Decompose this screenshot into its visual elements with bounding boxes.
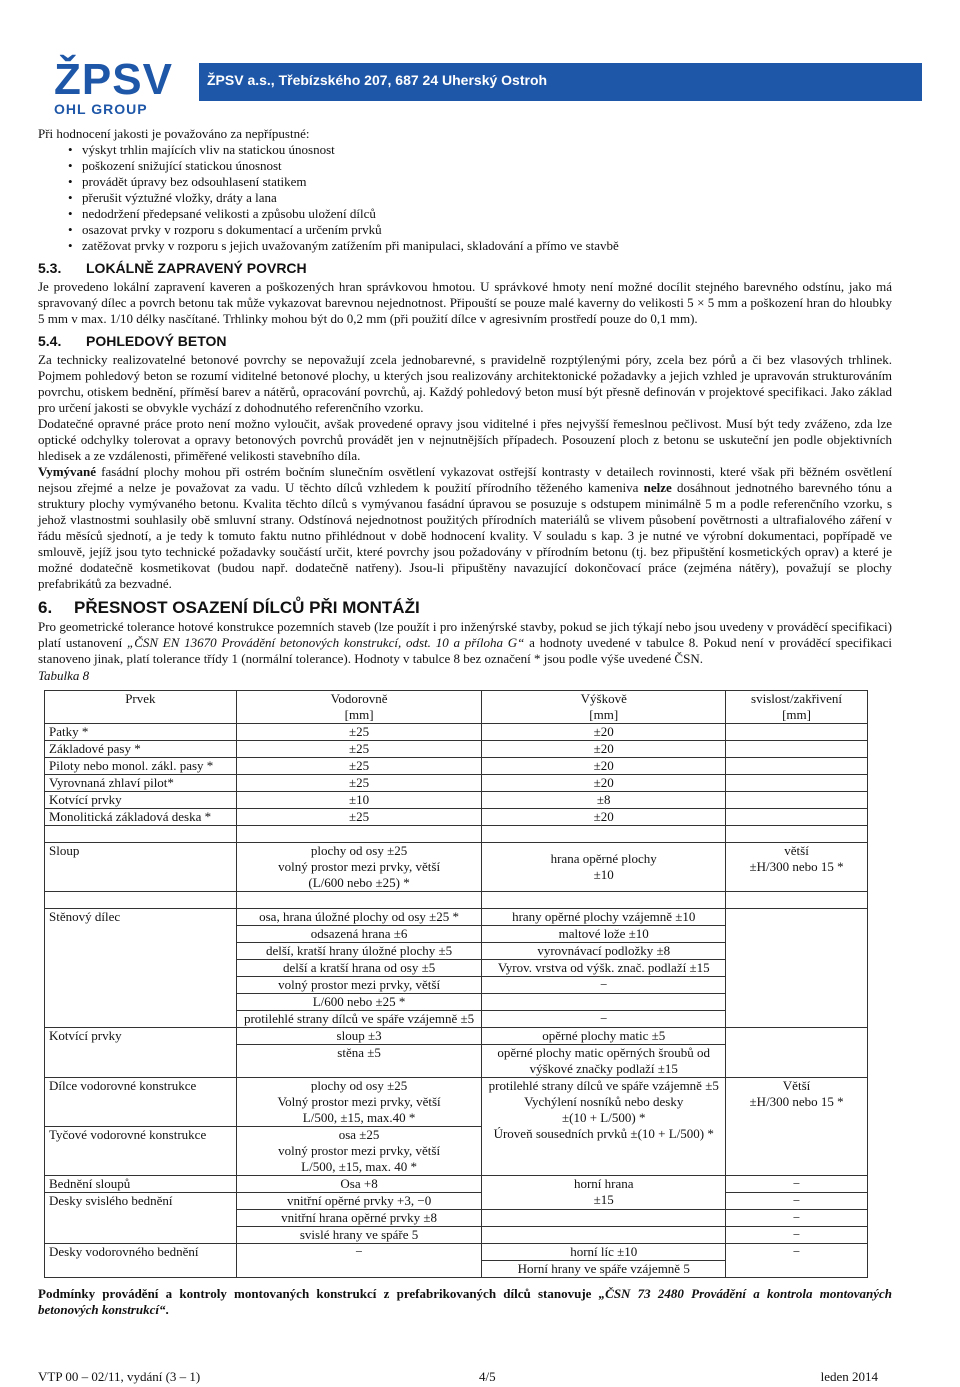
document-body <box>38 126 892 1318</box>
table-row: Dílce vodorovné konstrukce plochy od osy ±25 Volný prostor mezi prvky, větší L/500, ±15, max.40 * protilehlé strany dílců ve spáře vzájemně ±5 Vychýlení nosníků nebo desky ±(10 + L/500) * Úroveň sousedních prvků ±(10 + L/500) * Větší ±H/300 nebo 15 * <box>45 1078 868 1127</box>
header-cell: Vodorovně [mm] <box>236 691 482 724</box>
list-item: • osazovat prvky v rozporu s dokumentací a určením prvků <box>82 222 892 238</box>
logo-group: OHL GROUP <box>54 101 148 117</box>
list-item: • provádět úpravy bez odsouhlasení statikem <box>82 174 892 190</box>
table-spacer-row <box>45 892 868 909</box>
table-row: vnitřní hrana opěrné prvky ±8 − <box>45 1210 868 1227</box>
table-row: volný prostor mezi prvky, větší − <box>45 977 868 994</box>
text-run: dosáhnout jednotného barevného tónu a struktury plochy vymývaného betonu. Kvalita těchto dílců s vymývanou fasádní úpravou se posuzuje s odstupem minimálně 5 m a podle referenčního vzorku, s jehož vlastnostmi souhlasily obě smluvní strany. Odstínová nejednotnost použitých přírodních materiálů se vlivem působení povětrnosti a ultrafialového záření v řádu měsíců sjednotí, a je tedy k tomuto faktu nutno přihlédnout v době hodnocení kvality. V souladu s kap. 3 je nutné ve výrobní dokumentaci, popřípadě ve smlouvě, jejíž jsou tyto technické požadavky součástí určit, které povrchy jsou požadovány v přírodním betonu (tj. bez připuštění kosmetických oprav) a které je možné dodatečně kosmetikovat (budou např. dodatečně natřeny). Jsou-li připuštěny navazující dokončovací práce (zejména nátěry), považují se plochy prefabrikátů za bezvadné. <box>38 480 892 591</box>
table-row: Patky * ±25 ±20 <box>45 724 868 741</box>
section-heading-5-4 <box>38 333 892 349</box>
header-cell: svislost/zakřivení [mm] <box>726 691 868 724</box>
table-header-row <box>45 691 868 724</box>
text-run: a hodnoty uvedené v tabulce 8. Pokud není v prováděcí specifikaci stanoveno jinak, platí tolerance třídy 1 (normální tolerance). Hodnoty v tabulce 8 bez označení * jsou podle výše uvedené ČSN. <box>38 635 892 666</box>
table-row: Piloty nebo monol. zákl. pasy * ±25 ±20 <box>45 758 868 775</box>
table-row: svislé hrany ve spáře 5 − <box>45 1227 868 1244</box>
standard-reference: „ČSN EN 13670 Provádění betonových konstrukcí, odst. 10 a příloha G“ <box>126 635 525 650</box>
page-header <box>34 55 922 122</box>
bullet-list <box>38 142 892 254</box>
table-row: Kotvící prvky sloup ±3 opěrné plochy matic ±5 <box>45 1028 868 1045</box>
address-band <box>199 63 922 101</box>
paragraph: Za technicky realizovatelné betonové povrchy se nepovažují zcela jednobarevné, s pravidelně rozptýlenými póry, zcela bez pórů a či bez vlasových trhlinek. Pojmem pohledový beton se rozumí viditelné betonové plochy, u kterých jsou realizovány architektonické požadavky a jejich vzhled je upravován strukturováním povrchu, otiskem bednění, příměsí barev a nátěrů, opracování povrchů, aj. Každý pohledový beton musí být přesně definován v projektové specifikaci. Jako základ pro určení jakosti se obvykle vychází z dohodnutého referenčního vzorku. <box>38 352 892 415</box>
header-cell: Výškově [mm] <box>482 691 726 724</box>
list-item: • poškození snižující statickou únosnost <box>82 158 892 174</box>
table-spacer-row <box>45 826 868 843</box>
company-logo <box>34 55 194 122</box>
logo-text: ŽPSV <box>54 55 173 104</box>
section-number: 5.3. <box>38 260 62 276</box>
tolerance-table <box>44 690 868 1278</box>
paragraph <box>38 464 892 592</box>
table-row: Desky svislého bednění vnitřní opěrné prvky +3, −0 − <box>45 1193 868 1210</box>
header-cell: Prvek <box>45 691 237 724</box>
table-row: stěna ±5 opěrné plochy matic opěrných šroubů od výškové značky podlaží ±15 <box>45 1045 868 1078</box>
table-row: L/600 nebo ±25 * <box>45 994 868 1011</box>
table-row: Vyrovnaná zhlaví pilot* ±25 ±20 <box>45 775 868 792</box>
table-row: protilehlé strany dílců ve spáře vzájemně ±5 − <box>45 1011 868 1028</box>
table-row: Kotvící prvky ±10 ±8 <box>45 792 868 809</box>
list-item: • přerušit výztužné vložky, dráty a lana <box>82 190 892 206</box>
table-row: Horní hrany ve spáře vzájemně 5 <box>45 1261 868 1278</box>
table-row: Desky vodorovného bednění − horní líc ±10 − <box>45 1244 868 1261</box>
table-row: Stěnový dílec osa, hrana úložné plochy od osy ±25 * hrany opěrné plochy vzájemně ±10 <box>45 909 868 926</box>
section-heading-5-3 <box>38 260 892 276</box>
list-item: • nedodržení předepsané velikosti a způsobu uložení dílců <box>82 206 892 222</box>
document-code: VTP 00 – 02/11, vydání (3 – 1) <box>38 1369 201 1384</box>
list-item: • zatěžovat prvky v rozporu s jejich uvažovaným zatížením při manipulaci, skladování a přímo ve stavbě <box>82 238 892 254</box>
bold-term: Vymývané <box>38 464 97 479</box>
section-heading-6 <box>38 600 892 616</box>
closing-paragraph: Podmínky provádění a kontroly montovaných konstrukcí z prefabrikovaných dílců stanovuje „ČSN 73 2480 Provádění a kontrola montovaných betonových konstrukcí“. <box>38 1286 892 1317</box>
paragraph <box>38 619 892 667</box>
table-row: Základové pasy * ±25 ±20 <box>45 741 868 758</box>
table-row: delší a kratší hrana od osy ±5 Vyrov. vrstva od výšk. znač. podlaží ±15 <box>45 960 868 977</box>
table-row: delší, kratší hrany úložné plochy ±5 vyrovnávací podložky ±8 <box>45 943 868 960</box>
list-item: • výskyt trhlin majících vliv na statickou únosnost <box>82 142 892 158</box>
bold-term: nelze <box>643 480 672 495</box>
section-number: 6. <box>38 598 53 617</box>
company-address: ŽPSV a.s., Třebízského 207, 687 24 Uherský Ostroh <box>207 72 548 88</box>
table-row: Monolitická základová deska * ±25 ±20 <box>45 809 868 826</box>
section-title: LOKÁLNĚ ZAPRAVENÝ POVRCH <box>86 260 307 276</box>
text-run: Pro geometrické tolerance hotové konstrukce pozemních staveb (lze použít i pro inženýrské stavby, pokud se jich týkají nebo jsou uvedeny v prováděcí specifikaci) platí ustanovení <box>38 619 892 650</box>
table-row: Sloup plochy od osy ±25 volný prostor mezi prvky, větší (L/600 nebo ±25) * hrana opěrné plochy ±10 větší ±H/300 nebo 15 * <box>45 843 868 892</box>
standard-reference: „ČSN 73 2480 Provádění a kontrola montovaných betonových konstrukcí“ <box>38 1286 892 1317</box>
text-run: fasádní plochy mohou při ostrém bočním slunečním osvětlení vykazovat ostřejší kontrasty v detailech rovinnosti, které však při běžném osvětlení nejsou zřejmé a nelze je považovat za vadu. U těchto dílců vzhledem k použití přírodního těženého kameniva <box>38 464 892 495</box>
document-date: leden 2014 <box>820 1369 878 1384</box>
section-title: PŘESNOST OSAZENÍ DÍLCŮ PŘI MONTÁŽI <box>74 598 420 617</box>
table-row: Bednění sloupů Osa +8 horní hrana ±15 − <box>45 1176 868 1193</box>
table-caption: Tabulka 8 <box>38 668 90 683</box>
table-row: Tyčové vodorovné konstrukce osa ±25 volný prostor mezi prvky, větší L/500, ±15, max. 40 * <box>45 1127 868 1176</box>
intro-text: Při hodnocení jakosti je považováno za nepřípustné: <box>38 126 310 141</box>
paragraph: Je provedeno lokální zapravení kaveren a poškozených hran správkovou hmotou. U správkové hmoty není možné docílit stejného barevného odstínu, jako má spravovaný dílec a povrch betonu tak může vykazovat barevnou nejednotnost. Připouští se pouze malé kaverny do velikosti 5 × 5 mm a poškození hran do hloubky 5 mm v max. 1/10 délky nasčítané. Trhlinky mohou být do 0,2 mm (při použití dílce v agresivním prostředí pouze do 0,1 mm). <box>38 279 892 326</box>
section-title: POHLEDOVÝ BETON <box>86 333 227 349</box>
section-number: 5.4. <box>38 333 62 349</box>
paragraph: Dodatečné opravné práce proto není možno vyloučit, avšak provedené opravy jsou viditelné i přes nejvyšší řemeslnou pečlivost. Musí být tedy zváženo, zda lze optické odchylky tolerovat a opravy betonových povrchů provádět jen v nejnutnějších případech. Posouzení ploch z betonu se uskuteční jen podle objektivních hledisek a ze vzdálenosti, přiměřené velikosti stavebního díla. <box>38 416 892 463</box>
table-row: odsazená hrana ±6 maltové lože ±10 <box>45 926 868 943</box>
page-number: 4/5 <box>479 1369 496 1384</box>
